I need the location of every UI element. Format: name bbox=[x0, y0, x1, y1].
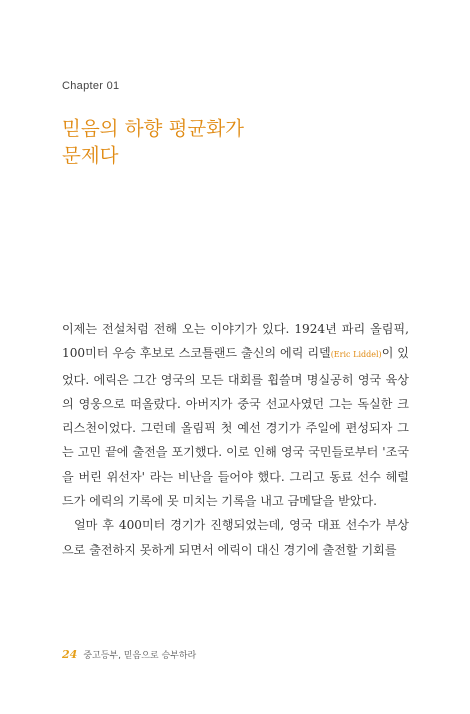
paragraph-1-part-a: 이제는 전설처럼 전해 오는 이야기가 있다. 1924년 파리 올림픽, 100미터 우승 후보로 스코틀랜드 출신의 에릭 리델 bbox=[62, 322, 409, 361]
paragraph-2: 얼마 후 400미터 경기가 진행되었는데, 영국 대표 선수가 부상으로 출전하지 못하게 되면서 에릭이 대신 경기에 출전할 기회를 bbox=[62, 518, 409, 557]
page-footer bbox=[62, 648, 196, 661]
body-text bbox=[62, 317, 409, 562]
running-title: 중고등부, 믿음으로 승부하라 bbox=[83, 651, 197, 661]
paragraph-1-part-b: 이 있었다. 에릭은 그간 영국의 모든 대회를 휩쓸며 명실공히 영국 육상의 영웅으로 떠올랐다. 아버지가 중국 선교사였던 그는 독실한 크리스천이었다. 그런데 올림픽 첫 예선 경기가 주일에 편성되자 그는 고민 끝에 출전을 포기했다. 이로 인해 영국 국민들로부터 '조국을 버린 위선자' 라는 비난을 들어야 했다. 그리고 동료 선수 헤럴드가 에릭의 기록에 못 미치는 기록을 내고 금메달을 받았다. bbox=[62, 346, 409, 509]
chapter-title bbox=[62, 115, 244, 169]
name-reference: (Eric Liddel) bbox=[330, 350, 382, 360]
chapter-label: Chapter 01 bbox=[62, 80, 120, 92]
page-number: 24 bbox=[62, 648, 78, 661]
chapter-title-line-1: 믿음의 하향 평균화가 bbox=[62, 117, 244, 140]
paragraph-1 bbox=[62, 317, 409, 513]
chapter-title-line-2: 문제다 bbox=[62, 144, 119, 167]
